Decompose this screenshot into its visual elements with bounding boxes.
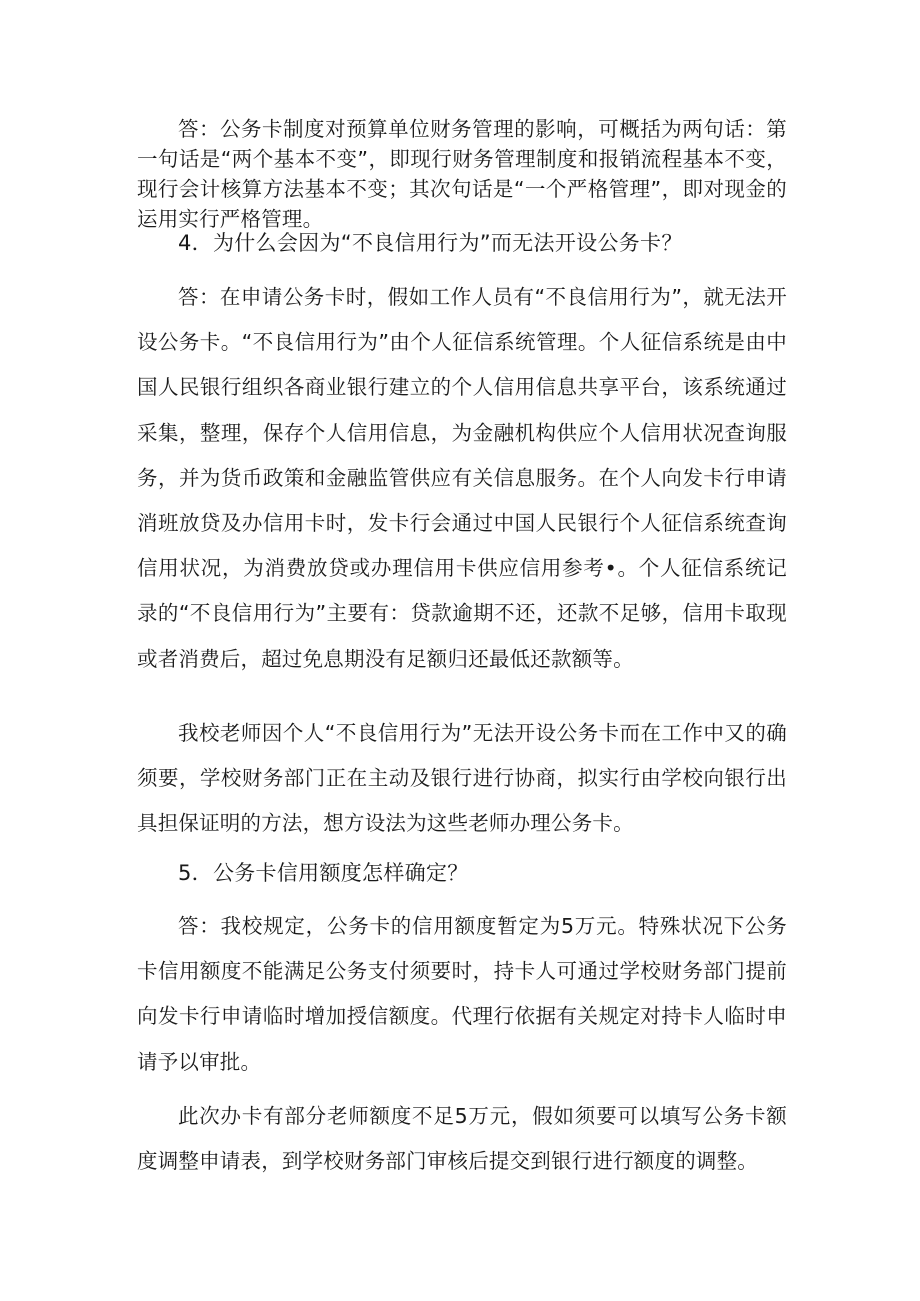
- answer-5-note-paragraph: 此次办卡有部分老师额度不足5万元，假如须要可以填写公务卡额度调整申请表，到学校财务部门审核后提交到银行进行额度的调整。: [137, 1104, 787, 1174]
- answer-4-note-paragraph: 我校老师因个人“不良信用行为”无法开设公务卡而在工作中又的确须要，学校财务部门正在主动及银行进行协商，拟实行由学校向银行出具担保证明的方法，想方设法为这些老师办理公务卡。: [137, 721, 787, 836]
- question-4-heading: 4．为什么会因为“不良信用行为”而无法开设公务卡？: [178, 231, 683, 255]
- question-5-heading: 5．公务卡信用额度怎样确定？: [178, 861, 469, 885]
- answer-3-paragraph: 答：公务卡制度对预算单位财务管理的影响，可概括为两句话：第一句话是“两个基本不变”，即现行财务管理制度和报销流程基本不变，现行会计核算方法基本不变；其次句话是“一个严格管理”，即对现金的运用实行严格管理。: [137, 117, 787, 231]
- answer-5-paragraph: 答：我校规定，公务卡的信用额度暂定为5万元。特殊状况下公务卡信用额度不能满足公务支付须要时，持卡人可通过学校财务部门提前向发卡行申请临时增加授信额度。代理行依据有关规定对持卡人临时申请予以审批。: [137, 914, 787, 1074]
- answer-4-paragraph: 答：在申请公务卡时，假如工作人员有“不良信用行为”，就无法开设公务卡。“不良信用行为”由个人征信系统管理。个人征信系统是由中国人民银行组织各商业银行建立的个人信用信息共享平台，该系统通过采集，整理，保存个人信用信息，为金融机构供应个人信用状况查询服务，并为货币政策和金融监管供应有关信息服务。在个人向发卡行申请消班放贷及办信用卡时，发卡行会通过中国人民银行个人征信系统查询信用状况，为消费放贷或办理信用卡供应信用参考•。个人征信系统记录的“不良信用行为”主要有：贷款逾期不还，还款不足够，信用卡取现或者消费后，超过免息期没有足额归还最低还款额等。: [137, 285, 787, 671]
